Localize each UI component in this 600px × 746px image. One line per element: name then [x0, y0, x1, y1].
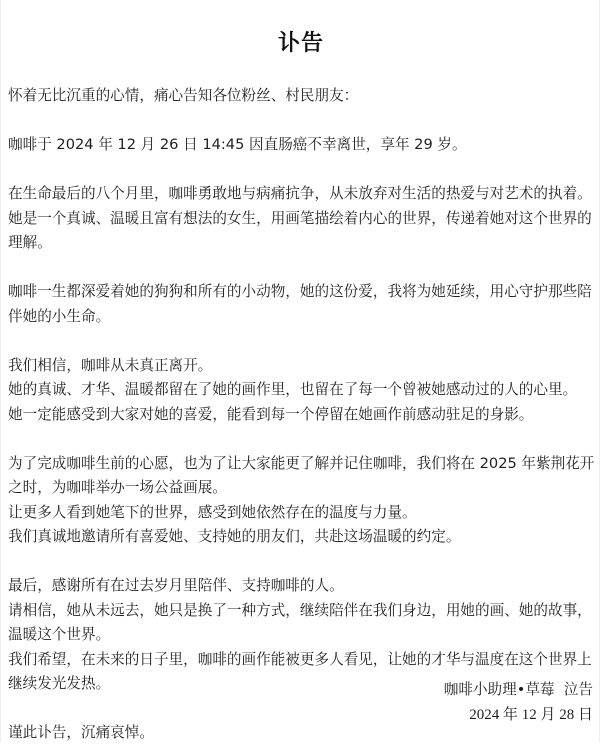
- document-title: 讣告: [277, 31, 324, 56]
- paragraph-line: 她的真诚、才华、温暖都留在了她的画作里，也留在了每一个曾被她感动过的人的心里。: [8, 381, 578, 398]
- paragraph-line: 咖啡一生都深爱着她的狗狗和所有的小动物，她的这份爱，我将为她延续，用心守护那些陪: [8, 283, 592, 300]
- paragraph-line: 我们真诚地邀请所有喜爱她、支持她的朋友们，共赴这场温暖的约定。: [8, 528, 461, 545]
- paragraph-line: 我们希望，在未来的日子里，咖啡的画作能被更多人看见，让她的才华与温度在这个世界上: [8, 650, 592, 668]
- closing-text: 谨此讣告，沉痛哀悼。: [8, 724, 154, 741]
- paragraph-line: 之时，为咖啡举办一场公益画展。: [8, 479, 227, 496]
- paragraph-final-months: [8, 182, 598, 256]
- paragraph-line: 伴她的小生命。: [8, 307, 111, 325]
- paragraph-line: 让更多人看到她笔下的世界，感受到她依然存在的温度与力量。: [8, 503, 417, 521]
- paragraph-line: 温暖这个世界。: [8, 626, 111, 643]
- paragraph-line: 继续发光发热。: [8, 675, 111, 692]
- paragraph-line: 她是一个真诚、温暖且富有想法的女生，用画笔描绘着内心的世界，传递着她对这个世界的: [8, 209, 592, 227]
- paragraph-line: 我们相信，咖啡从未真正离开。: [8, 356, 213, 374]
- death-notice-paragraph: [8, 133, 598, 158]
- paragraph-exhibition: [8, 452, 598, 550]
- document-body: [8, 84, 598, 746]
- signature-date: 2024 年 12 月 28 日: [469, 706, 593, 723]
- paragraph-line: 理解。: [8, 234, 52, 251]
- paragraph-never-left: [8, 354, 598, 428]
- paragraph-animals: [8, 280, 598, 329]
- signer-text: 咖啡小助理•草莓 泣告: [443, 681, 593, 698]
- paragraph-line: 在生命最后的八个月里，咖啡勇敢地与病痛抗争，从未放弃对生活的热爱与对艺术的执着。: [8, 185, 592, 202]
- signature-block: [444, 678, 593, 727]
- paragraph-line: 她一定能感受到大家对她的喜爱，能看到每一个停留在她画作前感动驻足的身影。: [8, 405, 534, 423]
- paragraph-line: 为了完成咖啡生前的心愿，也为了让大家能更了解并记住咖啡，我们将在 2025 年紫荆花开: [8, 454, 595, 472]
- greeting-paragraph: [8, 84, 598, 109]
- paragraph-line: 最后，感谢所有在过去岁月里陪伴、支持咖啡的人。: [8, 577, 344, 594]
- death-notice-text: 咖啡于 2024 年 12 月 26 日 14:45 因直肠癌不幸离世，享年 29 岁。: [8, 136, 467, 153]
- greeting-text: 怀着无比沉重的心情，痛心告知各位粉丝、村民朋友：: [8, 87, 359, 104]
- paragraph-line: 请相信，她从未远去，她只是换了一种方式，继续陪伴在我们身边，用她的画、她的故事，: [8, 601, 592, 619]
